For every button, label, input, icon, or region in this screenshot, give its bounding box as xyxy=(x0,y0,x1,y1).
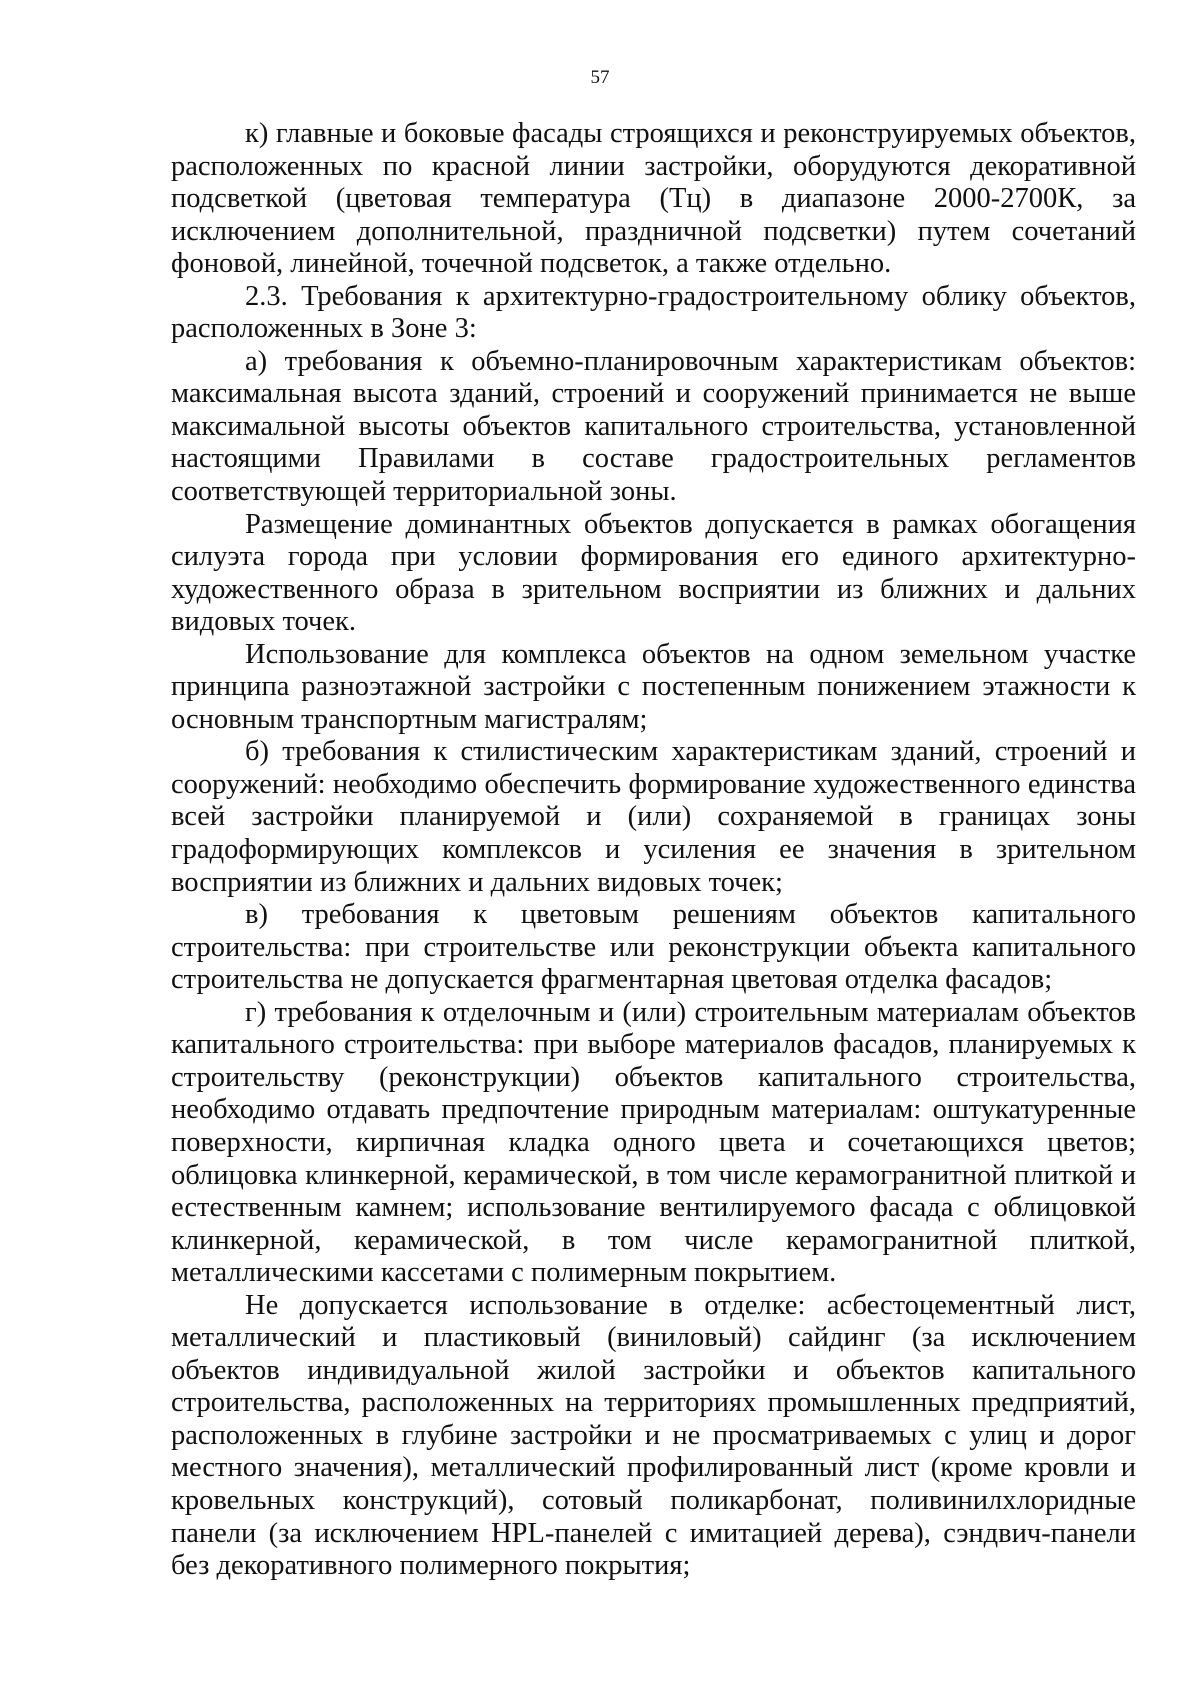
paragraph-multi-storey-principle: Использование для комплекса объектов на одном земельном участке принципа разноэтажной застройки с постепенным понижением этажности к основным транспортным магистралям; xyxy=(171,638,1136,735)
document-body xyxy=(171,118,1136,1583)
page-number: 57 xyxy=(590,67,610,88)
paragraph-prohibited-materials: Не допускается использование в отделке: асбестоцементный лист, металлический и пластиковый (виниловый) сайдинг (за исключением объектов индивидуальной жилой застройки и объектов капитального строительства, расположенных на территориях промышленных предприятий, расположенных в глубине застройки и не просматриваемых с улиц и дорог местного значения), металлический профилированный лист (кроме кровли и кровельных конструкций), сотовый поликарбонат, поливинилхлоридные панели (за исключением HPL-панелей с имитацией дерева), сэндвич-панели без декоративного полимерного покрытия; xyxy=(171,1289,1136,1582)
paragraph-g-finishing-materials: г) требования к отделочным и (или) строительным материалам объектов капитального строительства: при выборе материалов фасадов, планируемых к строительству (реконструкции) объектов капитального строительства, необходимо отдавать предпочтение природным материалам: оштукатуренные поверхности, кирпичная кладка одного цвета и сочетающихся цветов; облицовка клинкерной, керамической, в том числе керамогранитной плиткой и естественным камнем; использование вентилируемого фасада с облицовкой клинкерной, керамической, в том числе керамогранитной плиткой, металлическими кассетами с полимерным покрытием. xyxy=(171,996,1136,1289)
paragraph-v-color-solutions: в) требования к цветовым решениям объектов капитального строительства: при строительстве или реконструкции объекта капитального строительства не допускается фрагментарная цветовая отделка фасадов; xyxy=(171,899,1136,996)
paragraph-dominant-objects: Размещение доминантных объектов допускается в рамках обогащения силуэта города при условии формирования его единого архитектурно-художественного образа в зрительном восприятии из ближних и дальних видовых точек. xyxy=(171,508,1136,638)
section-heading-2-3: 2.3. Требования к архитектурно-градостроительному облику объектов, расположенных в Зоне 3: xyxy=(171,280,1136,345)
paragraph-k-facade-lighting: к) главные и боковые фасады строящихся и реконструируемых объектов, расположенных по красной линии застройки, оборудуются декоративной подсветкой (цветовая температура (Тц) в диапазоне 2000-2700К, за исключением дополнительной, праздничной подсветки) путем сочетаний фоновой, линейной, точечной подсветок, а также отдельно. xyxy=(171,118,1136,280)
paragraph-b-stylistic: б) требования к стилистическим характеристикам зданий, строений и сооружений: необходимо обеспечить формирование художественного единства всей застройки планируемой и (или) сохраняемой в границах зоны градоформирующих комплексов и усиления ее значения в зрительном восприятии из ближних и дальних видовых точек; xyxy=(171,736,1136,898)
paragraph-a-volume-planning: а) требования к объемно-планировочным характеристикам объектов: максимальная высота зданий, строений и сооружений принимается не выше максимальной высоты объектов капитального строительства, установленной настоящими Правилами в составе градостроительных регламентов соответствующей территориальной зоны. xyxy=(171,345,1136,508)
